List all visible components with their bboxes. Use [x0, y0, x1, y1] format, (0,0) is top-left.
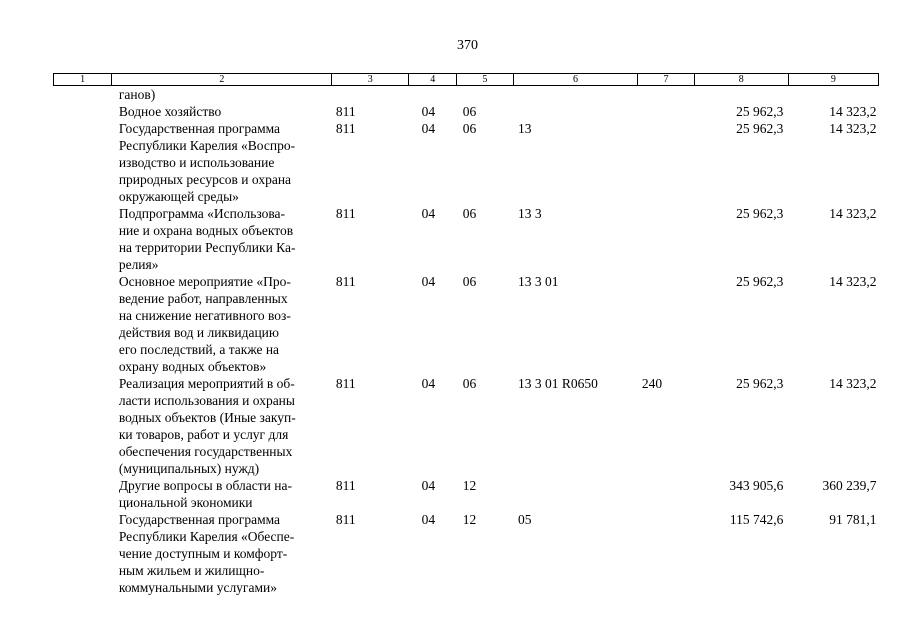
cell-admin-code: 811: [335, 274, 356, 289]
column-header: 4: [409, 74, 457, 86]
cell-col1: [54, 86, 112, 104]
cell-expense-type: [638, 120, 694, 205]
cell-amount-2: 14 323,2: [829, 274, 877, 289]
cell-name: Другие вопросы в области на- циональной экономики: [118, 478, 292, 510]
cell-target-article: 05: [518, 512, 532, 527]
cell-admin-code: [332, 86, 409, 104]
column-header: 6: [513, 74, 638, 86]
cell-amount-1: 25 962,3: [736, 376, 784, 391]
cell-col1: [54, 273, 112, 375]
cell-target-article: [513, 103, 638, 120]
cell-amount-2: 14 323,2: [829, 104, 877, 119]
cell-target-article: 13 3 01: [518, 274, 559, 289]
cell-section: 04: [421, 478, 436, 493]
cell-admin-code: 811: [335, 104, 356, 119]
cell-name: Реализация мероприятий в об- ласти использования и охраны водных объектов (Иные закуп- ки товаров, работ и услуг для обеспечения государственных (муниципальных) нужд): [118, 376, 296, 476]
cell-subsection: 12: [462, 478, 477, 493]
cell-section: 04: [421, 512, 436, 527]
cell-expense-type: [638, 511, 694, 596]
cell-subsection: [457, 86, 513, 104]
cell-target-article: [513, 477, 638, 511]
cell-amount-2: 360 239,7: [822, 478, 877, 493]
column-header: 8: [694, 74, 788, 86]
cell-col1: [54, 103, 112, 120]
column-header: 1: [54, 74, 112, 86]
table-header: [54, 74, 879, 86]
table-row: [54, 375, 879, 477]
budget-table: [53, 73, 879, 596]
column-header: 3: [332, 74, 409, 86]
column-header: 9: [788, 74, 878, 86]
cell-amount-2: 91 781,1: [829, 512, 877, 527]
cell-admin-code: 811: [335, 121, 356, 136]
cell-section: [409, 86, 457, 104]
cell-section: 04: [421, 206, 436, 221]
cell-target-article: 13 3: [518, 206, 542, 221]
cell-admin-code: 811: [335, 512, 356, 527]
cell-expense-type: [638, 103, 694, 120]
table-row: [54, 86, 879, 104]
cell-target-article: 13 3 01 R0650: [518, 376, 598, 391]
cell-name: ганов): [118, 87, 156, 102]
column-header: 7: [638, 74, 694, 86]
cell-admin-code: 811: [335, 376, 356, 391]
cell-name: Государственная программа Республики Карелия «Обеспе- чение доступным и комфорт- ным жильем и жилищно- коммунальными услугами»: [118, 512, 295, 595]
cell-amount-2: [788, 86, 878, 104]
cell-section: 04: [421, 121, 436, 136]
cell-expense-type: [638, 86, 694, 104]
column-header: 2: [112, 74, 332, 86]
cell-col1: [54, 477, 112, 511]
cell-col1: [54, 511, 112, 596]
cell-amount-1: 25 962,3: [736, 274, 784, 289]
cell-subsection: 06: [462, 274, 477, 289]
cell-col1: [54, 120, 112, 205]
cell-expense-type: 240: [641, 376, 663, 391]
cell-section: 04: [421, 274, 436, 289]
table-row: [54, 205, 879, 273]
cell-target-article: 13: [518, 121, 532, 136]
cell-amount-2: 14 323,2: [829, 376, 877, 391]
cell-amount-1: 25 962,3: [736, 104, 784, 119]
table-row: [54, 103, 879, 120]
cell-subsection: 06: [462, 376, 477, 391]
cell-target-article: [513, 86, 638, 104]
cell-col1: [54, 205, 112, 273]
column-header: 5: [457, 74, 513, 86]
table-row: [54, 477, 879, 511]
cell-admin-code: 811: [335, 206, 356, 221]
cell-subsection: 12: [462, 512, 477, 527]
cell-amount-1: 25 962,3: [736, 121, 784, 136]
cell-expense-type: [638, 273, 694, 375]
table-row: [54, 273, 879, 375]
cell-amount-2: 14 323,2: [829, 206, 877, 221]
cell-subsection: 06: [462, 206, 477, 221]
cell-subsection: 06: [462, 121, 477, 136]
cell-amount-2: 14 323,2: [829, 121, 877, 136]
cell-name: Подпрограмма «Использова- ние и охрана водных объектов на территории Республики Ка- релия»: [118, 206, 296, 272]
table-body: [54, 86, 879, 597]
cell-section: 04: [421, 376, 436, 391]
cell-amount-1: 115 742,6: [729, 512, 784, 527]
page-number: 370: [457, 38, 478, 53]
cell-subsection: 06: [462, 104, 477, 119]
cell-name: Государственная программа Республики Карелия «Воспро- изводство и использование природных ресурсов и охрана окружающей среды»: [118, 121, 296, 204]
cell-section: 04: [421, 104, 436, 119]
column-number-row: [54, 74, 879, 86]
cell-expense-type: [638, 477, 694, 511]
cell-amount-1: 343 905,6: [729, 478, 784, 493]
cell-amount-1: 25 962,3: [736, 206, 784, 221]
cell-name: Водное хозяйство: [118, 104, 222, 119]
table-row: [54, 511, 879, 596]
cell-name: Основное мероприятие «Про- ведение работ, направленных на снижение негативного воз- действия вод и ликвидацию его последствий, а также на охрану водных объектов»: [118, 274, 291, 374]
cell-expense-type: [638, 205, 694, 273]
table-row: [54, 120, 879, 205]
cell-admin-code: 811: [335, 478, 356, 493]
cell-col1: [54, 375, 112, 477]
cell-amount-1: [694, 86, 788, 104]
